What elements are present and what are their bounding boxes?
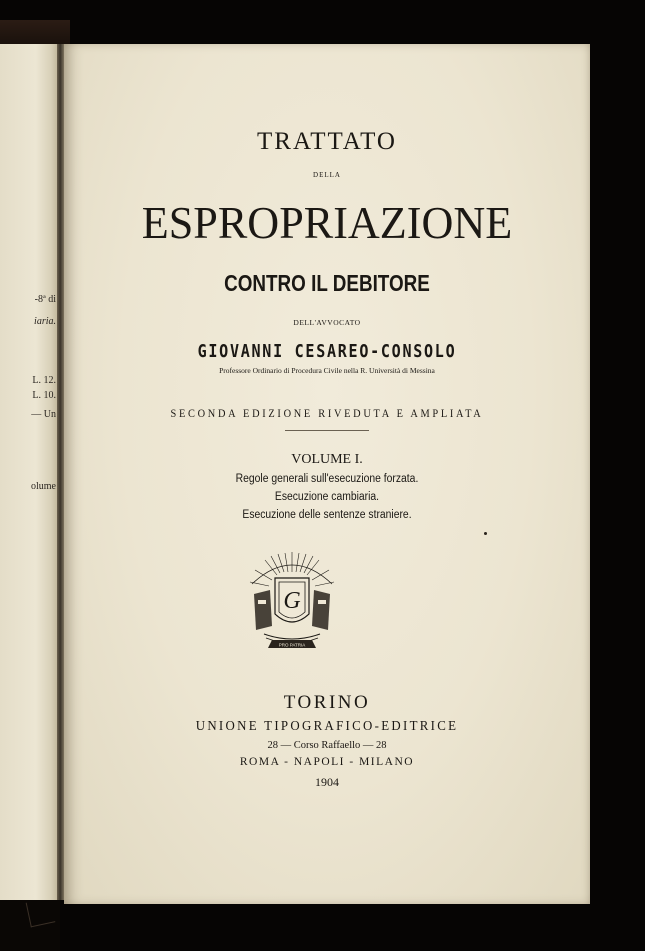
divider-rule xyxy=(285,430,369,431)
title-line-della: DELLA xyxy=(313,171,341,179)
publisher-name: UNIONE TIPOGRAFICO-EDITRICE xyxy=(195,719,459,734)
facing-page-text: — Un xyxy=(31,409,56,420)
author-name: GIOVANNI CESAREO-CONSOLO xyxy=(197,342,457,362)
branch-cities: ROMA - NAPOLI - MILANO xyxy=(239,756,415,768)
subtitle: CONTRO IL DEBITORE xyxy=(224,270,430,296)
edition-statement: SECONDA EDIZIONE RIVEDUTA E AMPLIATA xyxy=(170,408,484,420)
facing-page-text: olume xyxy=(31,481,56,492)
volume-label: VOLUME I. xyxy=(291,452,363,467)
publisher-address: 28 — Corso Raffaello — 28 xyxy=(267,740,387,751)
facing-page-text: iaria. xyxy=(34,316,56,327)
paper-speck xyxy=(484,532,487,535)
publisher-emblem-icon xyxy=(242,544,342,656)
facing-page-text: L. 10. xyxy=(32,390,56,401)
binding-edge xyxy=(0,20,70,44)
author-title: Professore Ordinario di Procedura Civile nella R. Università di Messina xyxy=(219,366,435,375)
author-prefix: DELL'AVVOCATO xyxy=(293,318,361,327)
svg-text:G: G xyxy=(283,588,301,614)
contents-line: Regole generali sull'esecuzione forzata. xyxy=(235,473,419,485)
title-line-trattato: TRATTATO xyxy=(257,128,397,155)
title-page xyxy=(64,44,590,904)
emblem-motto: PRO PATRIA xyxy=(278,642,306,648)
publication-year: 1904 xyxy=(315,775,339,789)
page-corner xyxy=(26,898,56,928)
main-title: ESPROPRIAZIONE xyxy=(141,197,513,248)
facing-page-text: L. 12. xyxy=(32,375,56,386)
contents-line: Esecuzione cambiaria. xyxy=(274,491,380,503)
imprint-city: TORINO xyxy=(283,692,371,713)
facing-page-text: -8ª di xyxy=(34,294,56,305)
facing-page xyxy=(0,44,61,900)
contents-line: Esecuzione delle sentenze straniere. xyxy=(242,509,412,521)
